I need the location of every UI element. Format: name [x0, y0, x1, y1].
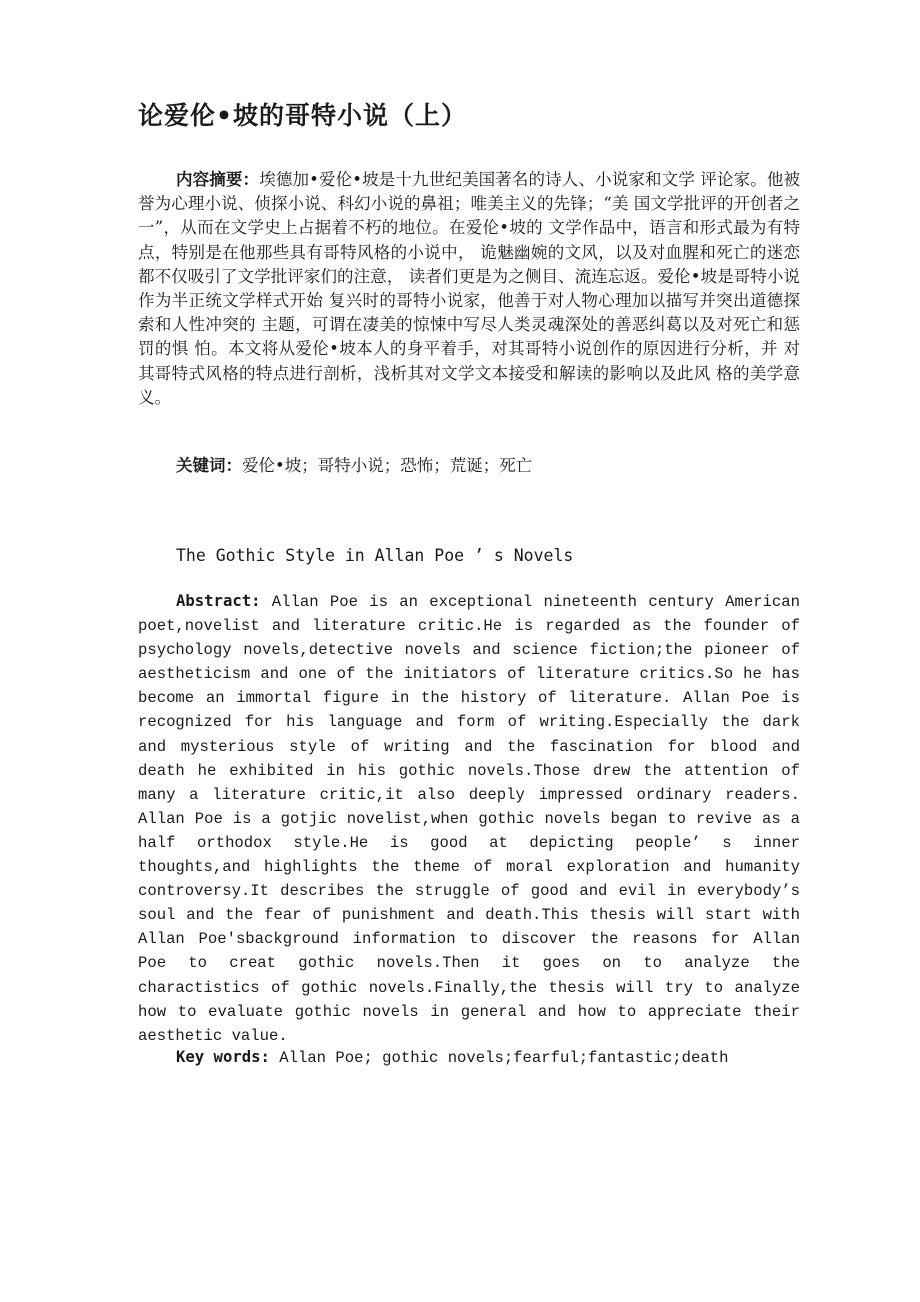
chinese-abstract-text: 埃德加•爱伦•坡是十九世纪美国著名的诗人、小说家和文学 评论家。他被誉为心理小说、侦探小说、科幻小说的鼻祖；唯美主义的先锋；“美 国文学批评的开创者之一”，从而在文学史上占据着不朽的地位。在爱伦•坡的 文学作品中，语言和形式最为有特点，特别是在他那些具有哥特风格的小说中， 诡魅幽婉的文风，以及对血腥和死亡的迷恋都不仅吸引了文学批评家们的注意， 读者们更是为之侧目、流连忘返。爱伦•坡是哥特小说作为半正统文学样式开始 复兴时的哥特小说家，他善于对人物心理加以描写并突出道德探索和人性冲突的 主题，可谓在凄美的惊悚中写尽人类灵魂深处的善恶纠葛以及对死亡和惩罚的惧 怕。本文将从爱伦•坡本人的身平着手，对其哥特小说创作的原因进行分析，并 对其哥特式风格的特点进行剖析，浅析其对文学文本接受和解读的影响以及此风 格的美学意义。 — [138, 170, 800, 407]
english-keywords-label: Key words: — [176, 1048, 270, 1066]
english-abstract-text: Allan Poe is an exceptional nineteenth century American poet,novelist and literature critic.He is regarded as the founder of psychology novels,detective novels and science fiction;the pioneer of aestheticism and one of the initiators of literature critics.So he has become an immortal figure in the history of literature. Allan Poe is recognized for his language and form of writing.Especially the dark and mysterious style of writing and the fascination for blood and death he exhibited in his gothic novels.Those drew the attention of many a literature critic,it also deeply impressed ordinary readers. Allan Poe is a gotjic novelist,when gothic novels began to revive as a half orthodox style.He is good at depicting people’ s inner thoughts,and highlights the theme of moral exploration and humanity controversy.It describes the struggle of good and evil in everybody’s soul and the fear of punishment and death.This thesis will start with Allan Poe'sbackground information to discover the reasons for Allan Poe to creat gothic novels.Then it goes on to analyze the charactistics of gothic novels.Finally,the thesis will try to analyze how to evaluate gothic novels in general and how to appreciate their aesthetic value. — [138, 593, 800, 1045]
chinese-abstract-label: 内容摘要： — [176, 170, 260, 189]
chinese-keywords — [176, 454, 532, 478]
chinese-keywords-label: 关键词： — [176, 456, 242, 475]
english-keywords-text: Allan Poe; gothic novels;fearful;fantastic;death — [269, 1049, 729, 1067]
english-abstract — [138, 589, 800, 1048]
english-abstract-label: Abstract: — [176, 592, 261, 610]
chinese-keywords-text: 爱伦•坡；哥特小说；恐怖；荒诞；死亡 — [242, 456, 533, 475]
english-title: The Gothic Style in Allan Poe ’ s Novels — [176, 546, 574, 565]
english-keywords — [176, 1045, 728, 1070]
document-title: 论爱伦•坡的哥特小说（上） — [138, 101, 467, 130]
chinese-abstract — [138, 168, 800, 410]
